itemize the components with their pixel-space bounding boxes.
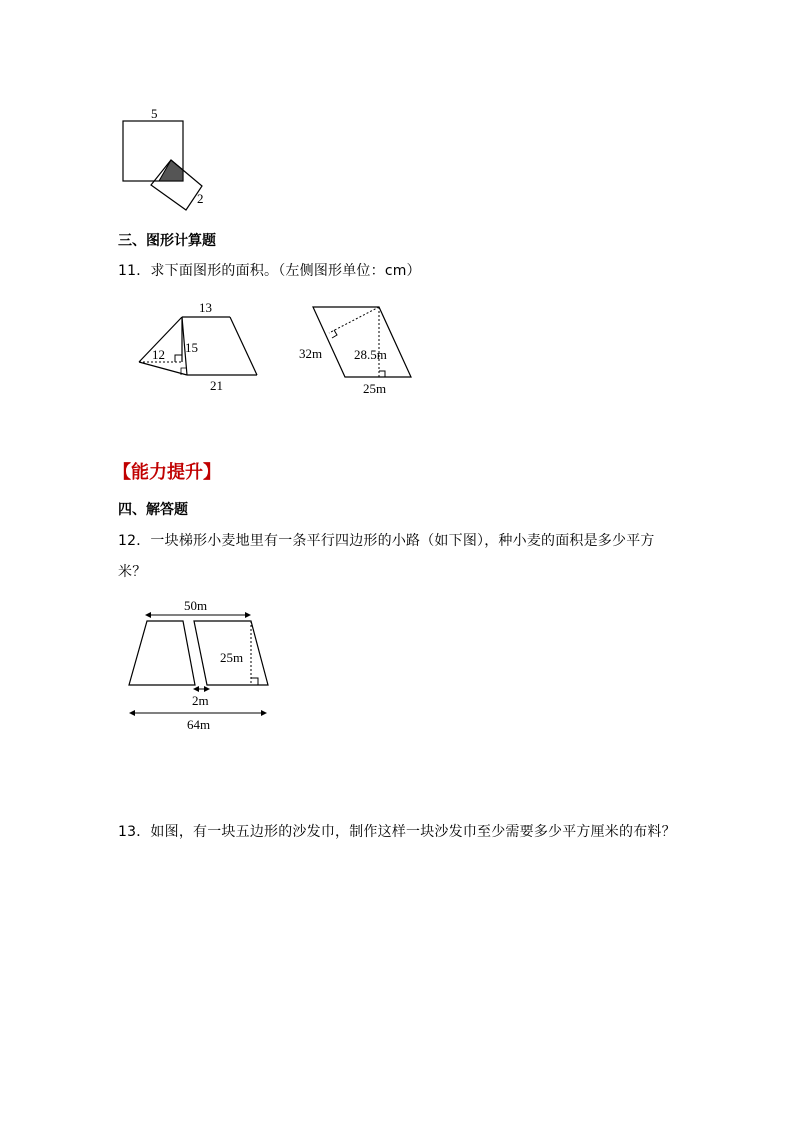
q12-label-2m: 2m xyxy=(192,693,209,708)
q11-figures xyxy=(130,295,430,400)
q11-right-shape xyxy=(313,307,411,377)
label-side-2: 2 xyxy=(197,191,204,206)
q11-label-32m: 32m xyxy=(299,346,323,361)
q11-label-12: 12 xyxy=(152,347,165,362)
question-11-text: 11．求下面图形的面积。（左侧图形单位：cm） xyxy=(118,263,421,279)
q11-label-25m: 25m xyxy=(363,381,387,396)
q11-label-15: 15 xyxy=(185,340,198,355)
question-12-line-2: 米？ xyxy=(118,564,147,580)
question-13-text: 13．如图，有一块五边形的沙发巾，制作这样一块沙发巾至少需要多少平方厘米的布料？ xyxy=(118,824,676,840)
q12-wheat-field-figure xyxy=(122,595,287,735)
q11-left-shape xyxy=(139,317,257,375)
left-trapezoid-part xyxy=(129,621,195,685)
label-side-5: 5 xyxy=(151,106,158,121)
q11-label-28-5m: 28.5m xyxy=(354,347,387,362)
q11-label-13: 13 xyxy=(199,300,212,315)
q12-label-25m: 25m xyxy=(220,650,244,665)
q12-label-64m: 64m xyxy=(187,717,211,732)
question-12-line-1: 12．一块梯形小麦地里有一条平行四边形的小路（如下图），种小麦的面积是多少平方 xyxy=(118,533,655,549)
q12-label-50m: 50m xyxy=(184,598,208,613)
section-3-title: 三、图形计算题 xyxy=(118,233,216,249)
ability-improvement-heading: 【能力提升】 xyxy=(113,462,221,483)
q11-label-21: 21 xyxy=(210,378,223,393)
section-4-title: 四、解答题 xyxy=(118,502,188,518)
overlapping-squares-figure xyxy=(110,100,220,215)
